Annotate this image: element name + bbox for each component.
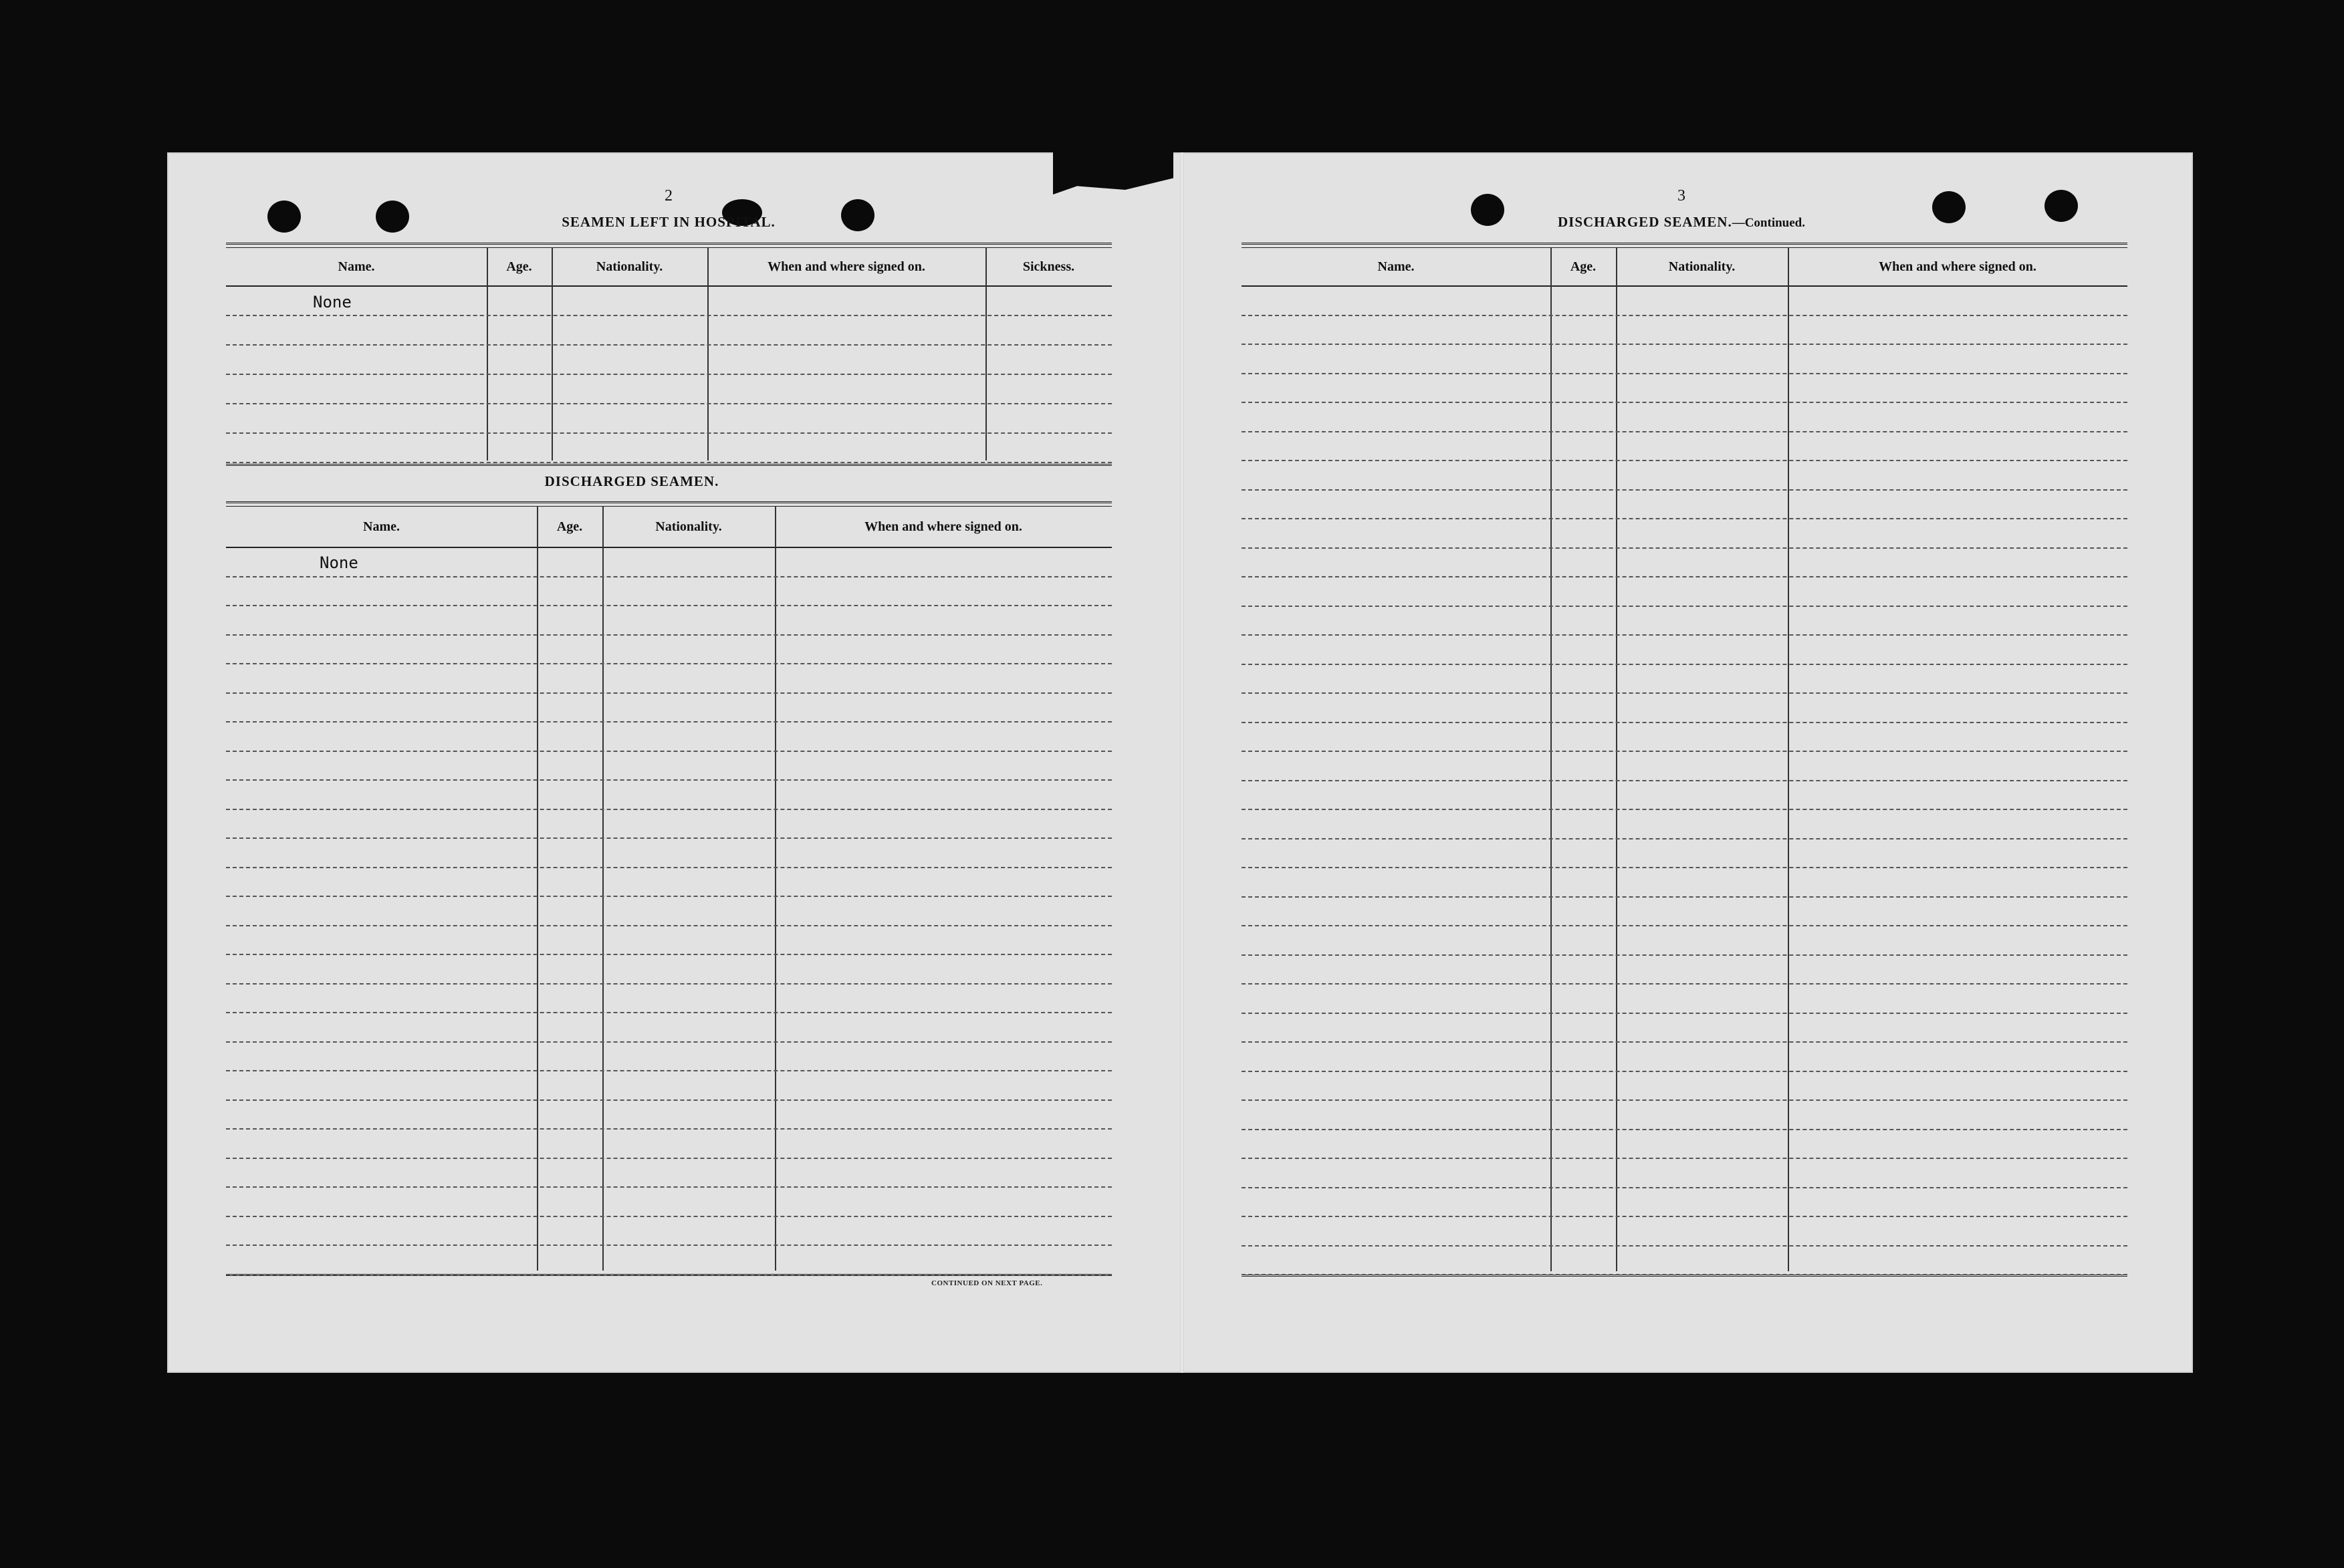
punch-hole <box>841 199 874 231</box>
ruled-line <box>1242 1070 2127 1072</box>
ruled-line <box>226 1244 1112 1246</box>
ruled-line <box>226 837 1112 839</box>
ruled-line <box>226 373 1112 375</box>
ruled-line <box>226 866 1112 868</box>
ruled-line <box>1242 866 2127 868</box>
column-header-age: Age. <box>1570 259 1597 274</box>
column-header-sickness: Sickness. <box>1022 259 1075 274</box>
column-header-name: Name. <box>363 519 400 534</box>
page-number: 2 <box>665 187 673 205</box>
ruled-line <box>1242 605 2127 607</box>
ruled-line <box>226 1157 1112 1159</box>
column-divider <box>985 248 987 461</box>
ruled-line <box>1242 692 2127 694</box>
column-divider <box>552 248 553 461</box>
ruled-line <box>1242 547 2127 549</box>
continued-note: CONTINUED ON NEXT PAGE. <box>931 1279 1043 1287</box>
ruled-line <box>226 779 1112 781</box>
ruled-line <box>1242 924 2127 926</box>
ruled-line <box>226 953 1112 955</box>
hospital-table <box>226 243 1112 466</box>
ruled-line <box>226 461 1112 463</box>
ruled-line <box>1242 314 2127 316</box>
column-divider <box>487 248 488 461</box>
ruled-line <box>226 808 1112 810</box>
ruled-line <box>1242 1273 2127 1275</box>
ruled-line <box>1242 1186 2127 1188</box>
ruled-line <box>1242 837 2127 839</box>
section-title-suffix: —Continued. <box>1732 216 1805 230</box>
ruled-line <box>1242 808 2127 810</box>
hospital-entry-name: None <box>313 293 352 311</box>
punch-hole <box>2044 190 2078 222</box>
center-fold <box>1180 152 1184 1373</box>
ruled-line <box>1242 663 2127 665</box>
ruled-line <box>1242 1245 2127 1247</box>
ruled-line <box>1242 750 2127 752</box>
column-header-age: Age. <box>556 519 583 534</box>
ruled-line <box>1242 954 2127 956</box>
column-header-name: Name. <box>338 259 375 274</box>
discharged-table-right <box>1242 243 2127 1277</box>
ruled-line <box>226 721 1112 723</box>
ruled-line <box>1242 634 2127 636</box>
ruled-line <box>1242 1215 2127 1217</box>
ruled-line <box>1242 983 2127 985</box>
ruled-line <box>226 1186 1112 1188</box>
torn-edge <box>1053 152 1173 199</box>
ruled-line <box>226 750 1112 752</box>
section-title-discharged: DISCHARGED SEAMEN. <box>544 473 719 489</box>
column-header-nationality: Nationality. <box>655 519 722 534</box>
ruled-line <box>1242 401 2127 403</box>
ruled-line <box>1242 896 2127 898</box>
ruled-line <box>226 662 1112 664</box>
table-header <box>226 247 1112 287</box>
ruled-line <box>226 692 1112 694</box>
ruled-line <box>226 1011 1112 1013</box>
punch-hole <box>1471 194 1504 226</box>
punch-hole <box>376 201 409 233</box>
ruled-line <box>226 1128 1112 1130</box>
ruled-line <box>1242 1157 2127 1159</box>
ruled-line <box>1242 575 2127 577</box>
ruled-line <box>226 1069 1112 1071</box>
ruled-line <box>226 432 1112 434</box>
ruled-line <box>1242 779 2127 781</box>
ruled-line <box>226 402 1112 404</box>
ruled-line <box>226 1215 1112 1217</box>
ruled-line <box>1242 343 2127 345</box>
discharged-entry-name: None <box>320 553 358 572</box>
section-title-discharged-continued <box>1504 214 1859 231</box>
ruled-line <box>1242 1041 2127 1043</box>
ruled-line <box>1242 372 2127 374</box>
ruled-line <box>1242 1012 2127 1014</box>
table-header <box>1242 247 2127 287</box>
ruled-line <box>226 895 1112 897</box>
ruled-line <box>1242 1099 2127 1101</box>
column-header-signed-on: When and where signed on. <box>864 519 1022 534</box>
column-header-signed-on: When and where signed on. <box>768 259 925 274</box>
ruled-line <box>1242 489 2127 491</box>
column-header-nationality: Nationality. <box>1668 259 1736 274</box>
document-sheet <box>167 152 2193 1373</box>
section-title-text: DISCHARGED SEAMEN. <box>1558 214 1732 230</box>
ruled-line <box>226 924 1112 926</box>
ruled-line <box>1242 1128 2127 1130</box>
discharged-table-left <box>226 501 1112 1276</box>
ruled-line <box>226 1273 1112 1275</box>
page-number: 3 <box>1677 187 1685 205</box>
ruled-line <box>226 983 1112 985</box>
column-header-nationality: Nationality. <box>596 259 663 274</box>
column-header-signed-on: When and where signed on. <box>1879 259 2036 274</box>
ruled-line <box>226 314 1112 316</box>
table-header <box>226 506 1112 548</box>
ruled-line <box>1242 430 2127 432</box>
punch-hole <box>1932 191 1966 223</box>
ruled-line <box>1242 459 2127 461</box>
section-title-hospital: SEAMEN LEFT IN HOSPITAL. <box>562 214 776 230</box>
column-header-age: Age. <box>506 259 532 274</box>
ruled-line <box>226 1099 1112 1101</box>
ruled-line <box>226 344 1112 346</box>
ruled-line <box>1242 517 2127 519</box>
ruled-line <box>226 575 1112 577</box>
ruled-line <box>226 1041 1112 1043</box>
punch-hole <box>267 201 301 233</box>
ruled-line <box>226 634 1112 636</box>
column-divider <box>707 248 709 461</box>
column-header-name: Name. <box>1377 259 1415 274</box>
ruled-line <box>226 604 1112 606</box>
ruled-line <box>1242 721 2127 723</box>
